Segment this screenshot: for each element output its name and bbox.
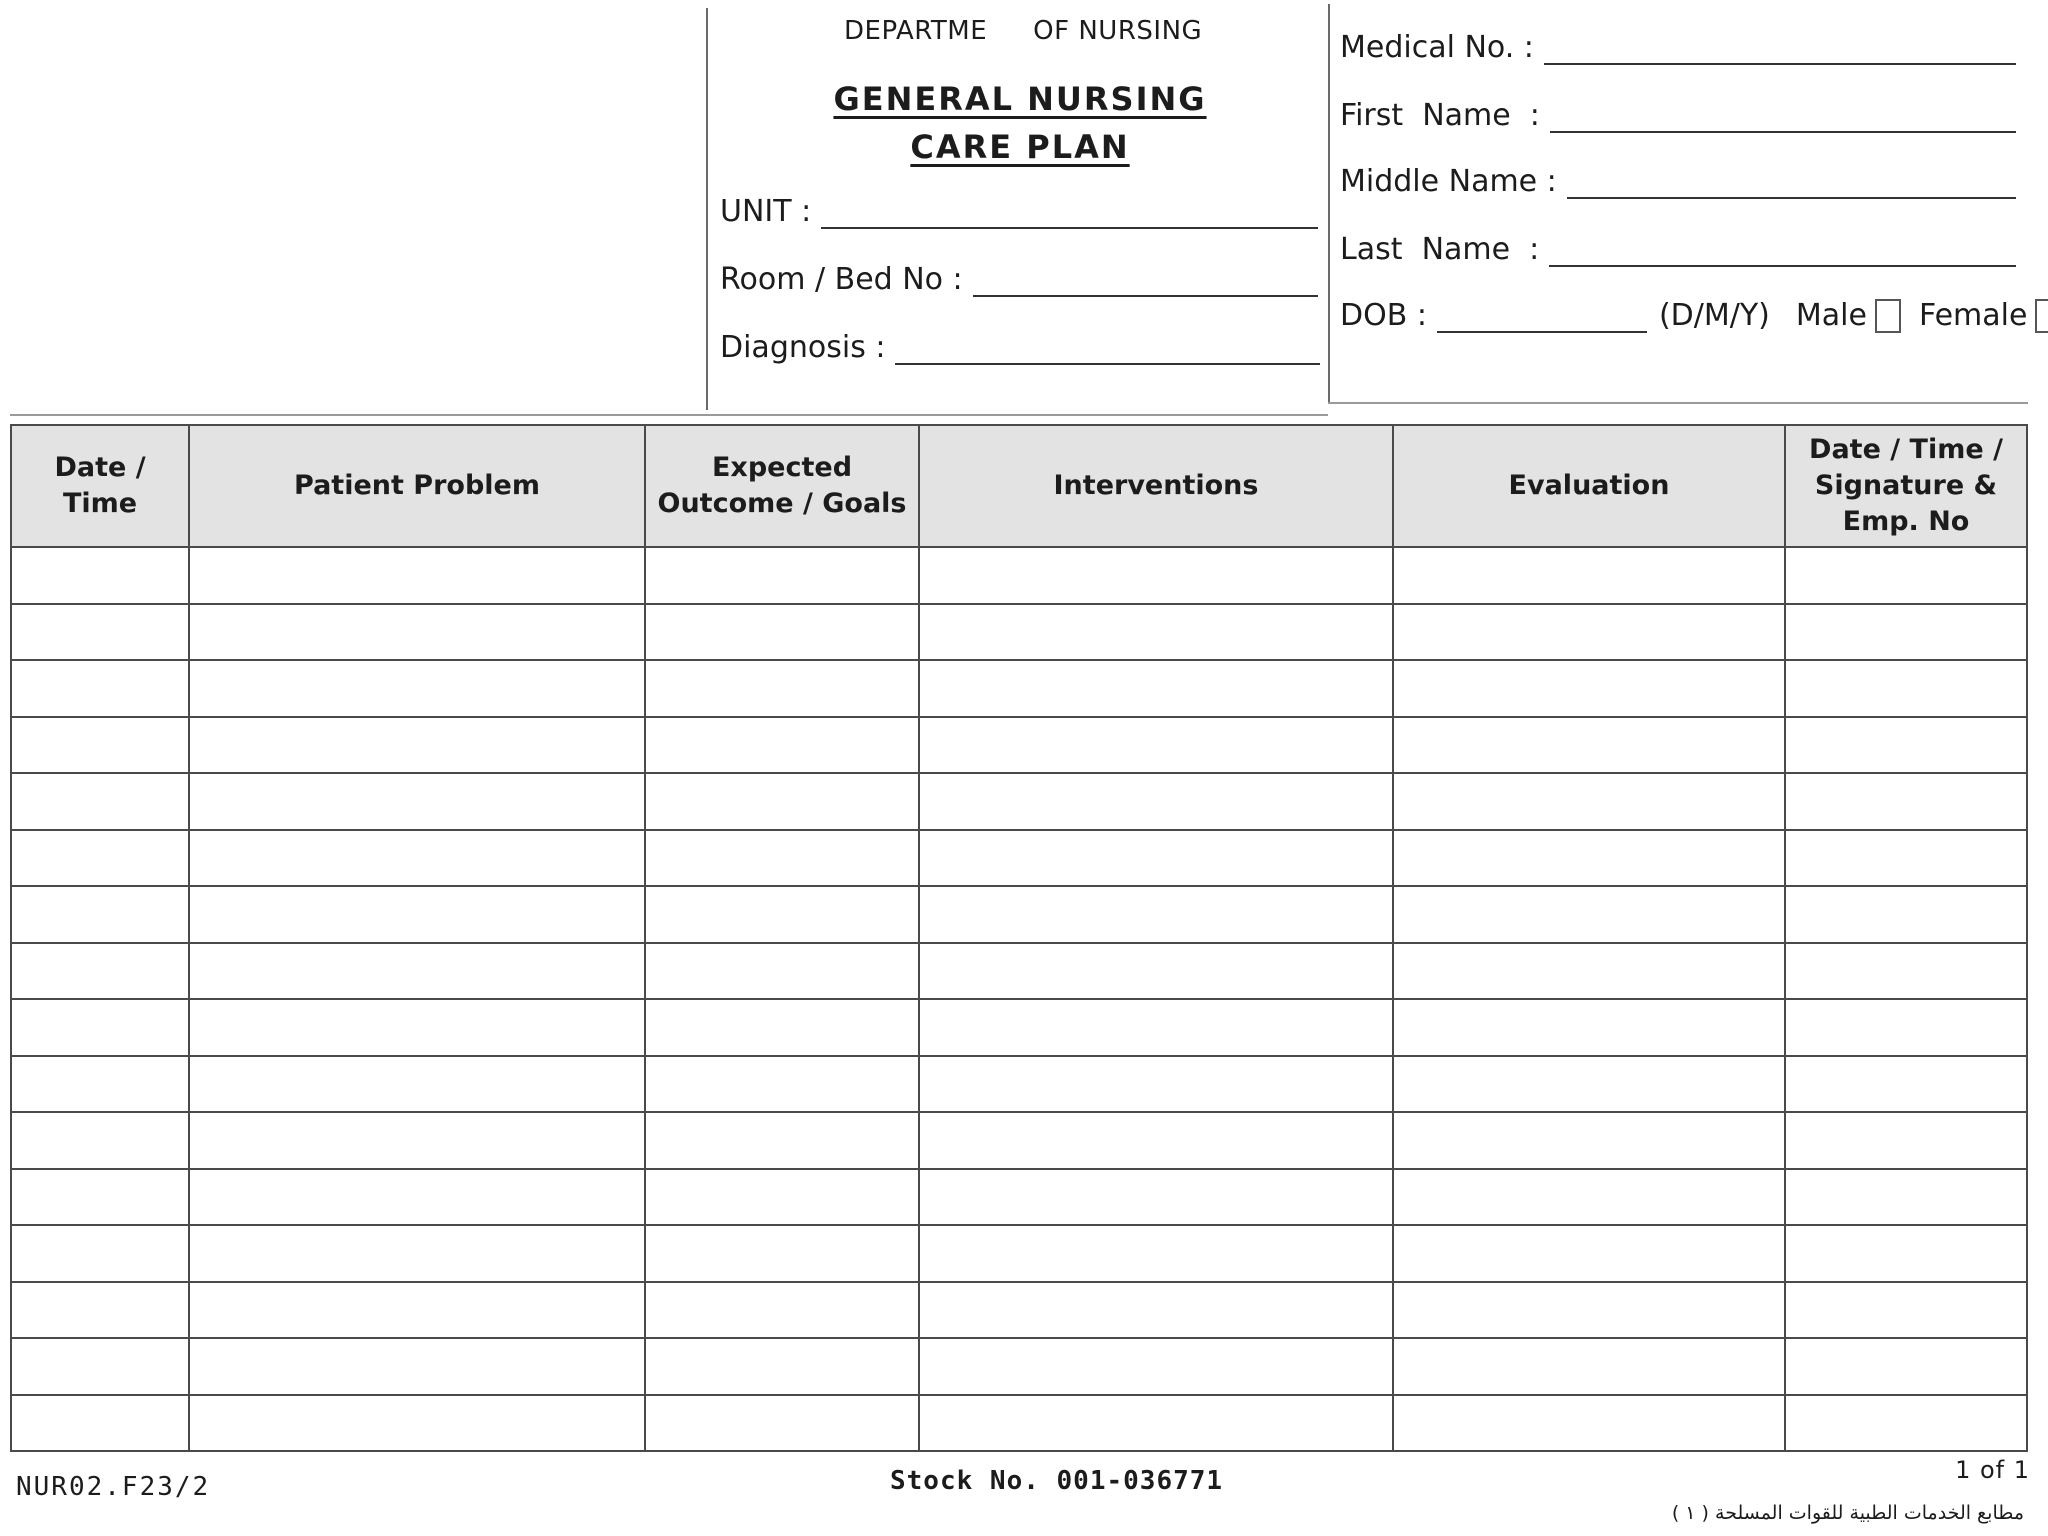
- diagnosis-label: Diagnosis :: [720, 330, 886, 365]
- table-cell[interactable]: [11, 604, 189, 661]
- table-cell[interactable]: [645, 773, 919, 830]
- table-cell[interactable]: [189, 830, 645, 887]
- table-row: [11, 1395, 2027, 1452]
- table-cell[interactable]: [11, 830, 189, 887]
- dob-label: DOB :: [1340, 298, 1427, 333]
- table-cell[interactable]: [1785, 1395, 2027, 1452]
- table-cell[interactable]: [189, 1056, 645, 1113]
- dob-input-line[interactable]: [1437, 305, 1647, 333]
- table-cell[interactable]: [1785, 1169, 2027, 1226]
- table-cell[interactable]: [189, 717, 645, 774]
- table-cell[interactable]: [1393, 1056, 1785, 1113]
- table-cell[interactable]: [1393, 773, 1785, 830]
- medical-no-field[interactable]: [1340, 30, 2016, 65]
- table-cell[interactable]: [1785, 1056, 2027, 1113]
- table-cell[interactable]: [645, 547, 919, 604]
- table-cell[interactable]: [1785, 999, 2027, 1056]
- table-cell[interactable]: [919, 1282, 1393, 1339]
- table-cell[interactable]: [11, 999, 189, 1056]
- column-header-signature: Date / Time / Signature & Emp. No: [1785, 425, 2027, 547]
- table-cell[interactable]: [919, 1056, 1393, 1113]
- stock-number: Stock No. 001-036771: [890, 1466, 1224, 1496]
- table-cell[interactable]: [919, 773, 1393, 830]
- column-header-patient-problem: Patient Problem: [189, 425, 645, 547]
- table-cell[interactable]: [1393, 604, 1785, 661]
- table-cell[interactable]: [1393, 547, 1785, 604]
- table-row: [11, 1056, 2027, 1113]
- table-row: [11, 773, 2027, 830]
- male-checkbox[interactable]: [1875, 299, 1901, 333]
- header-bottom-rule-left: [10, 414, 1328, 416]
- header-divider-right: [1328, 4, 1330, 404]
- dob-gender-row: [1340, 298, 2048, 333]
- table-cell[interactable]: [645, 1169, 919, 1226]
- department-name-left: DEPARTME: [844, 16, 988, 46]
- table-row: [11, 1282, 2027, 1339]
- table-cell[interactable]: [645, 830, 919, 887]
- table-cell[interactable]: [1393, 886, 1785, 943]
- table-cell[interactable]: [919, 1338, 1393, 1395]
- table-cell[interactable]: [1393, 1338, 1785, 1395]
- table-cell[interactable]: [919, 943, 1393, 1000]
- department-name: [844, 16, 1202, 46]
- table-cell[interactable]: [1393, 1282, 1785, 1339]
- header-bottom-rule-right: [1328, 402, 2028, 404]
- table-cell[interactable]: [11, 1395, 189, 1452]
- table-cell[interactable]: [189, 1169, 645, 1226]
- table-row: [11, 604, 2027, 661]
- table-cell[interactable]: [11, 1112, 189, 1169]
- table-cell[interactable]: [919, 547, 1393, 604]
- table-cell[interactable]: [1785, 830, 2027, 887]
- table-cell[interactable]: [645, 1282, 919, 1339]
- room-bed-field[interactable]: [720, 262, 1318, 297]
- table-cell[interactable]: [11, 1282, 189, 1339]
- table-row: [11, 999, 2027, 1056]
- medical-no-input-line[interactable]: [1544, 37, 2016, 65]
- room-bed-label: Room / Bed No :: [720, 262, 963, 297]
- table-cell[interactable]: [11, 717, 189, 774]
- form-title-line-1: GENERAL NURSING: [833, 80, 1207, 118]
- table-cell[interactable]: [189, 547, 645, 604]
- table-cell[interactable]: [645, 1225, 919, 1282]
- table-cell[interactable]: [645, 660, 919, 717]
- table-cell[interactable]: [189, 1338, 645, 1395]
- last-name-field[interactable]: [1340, 232, 2016, 267]
- table-cell[interactable]: [645, 1338, 919, 1395]
- dob-format-hint: (D/M/Y): [1658, 298, 1770, 333]
- last-name-input-line[interactable]: [1549, 239, 2016, 267]
- middle-name-input-line[interactable]: [1567, 171, 2016, 199]
- table-cell[interactable]: [189, 660, 645, 717]
- table-cell[interactable]: [11, 773, 189, 830]
- column-header-evaluation: Evaluation: [1393, 425, 1785, 547]
- form-title-line-2: CARE PLAN: [910, 128, 1130, 166]
- table-cell[interactable]: [1785, 1112, 2027, 1169]
- table-cell[interactable]: [189, 1112, 645, 1169]
- table-cell[interactable]: [919, 660, 1393, 717]
- first-name-input-line[interactable]: [1550, 105, 2016, 133]
- table-cell[interactable]: [1785, 660, 2027, 717]
- page-indicator: 1 of 1: [1955, 1456, 2030, 1484]
- table-cell[interactable]: [189, 999, 645, 1056]
- table-cell[interactable]: [1393, 830, 1785, 887]
- table-cell[interactable]: [1393, 1112, 1785, 1169]
- column-header-expected-outcome: Expected Outcome / Goals: [645, 425, 919, 547]
- table-cell[interactable]: [1393, 1225, 1785, 1282]
- table-cell[interactable]: [1785, 943, 2027, 1000]
- column-header-date-time: Date / Time: [11, 425, 189, 547]
- table-cell[interactable]: [1785, 1225, 2027, 1282]
- table-cell[interactable]: [645, 1112, 919, 1169]
- table-row: [11, 717, 2027, 774]
- table-cell[interactable]: [1393, 943, 1785, 1000]
- table-cell[interactable]: [645, 717, 919, 774]
- form-code: NUR02.F23/2: [16, 1472, 211, 1502]
- table-cell[interactable]: [919, 999, 1393, 1056]
- male-label: Male: [1795, 298, 1867, 333]
- table-cell[interactable]: [919, 1169, 1393, 1226]
- table-row: [11, 1169, 2027, 1226]
- table-cell[interactable]: [11, 1338, 189, 1395]
- table-cell[interactable]: [919, 830, 1393, 887]
- table-cell[interactable]: [11, 943, 189, 1000]
- table-cell[interactable]: [1785, 886, 2027, 943]
- table-row: [11, 1112, 2027, 1169]
- table-cell[interactable]: [11, 660, 189, 717]
- table-cell[interactable]: [1393, 999, 1785, 1056]
- unit-label: UNIT :: [720, 194, 812, 229]
- department-name-right: OF NURSING: [1033, 16, 1203, 46]
- table-cell[interactable]: [919, 886, 1393, 943]
- table-row: [11, 1338, 2027, 1395]
- column-header-interventions: Interventions: [919, 425, 1393, 547]
- table-header-row: [11, 425, 2027, 547]
- table-cell[interactable]: [645, 943, 919, 1000]
- table-cell[interactable]: [645, 604, 919, 661]
- table-cell[interactable]: [1785, 717, 2027, 774]
- female-checkbox[interactable]: [2035, 299, 2048, 333]
- table-cell[interactable]: [11, 1056, 189, 1113]
- table-row: [11, 886, 2027, 943]
- diagnosis-input-line[interactable]: [895, 337, 1320, 365]
- table-cell[interactable]: [1785, 1282, 2027, 1339]
- table-cell[interactable]: [919, 604, 1393, 661]
- table-row: [11, 547, 2027, 604]
- unit-field[interactable]: [720, 194, 1318, 229]
- table-cell[interactable]: [11, 1169, 189, 1226]
- diagnosis-field[interactable]: [720, 330, 1320, 365]
- first-name-field[interactable]: [1340, 98, 2016, 133]
- table-row: [11, 830, 2027, 887]
- unit-input-line[interactable]: [821, 201, 1318, 229]
- table-cell[interactable]: [11, 886, 189, 943]
- table-cell[interactable]: [645, 1056, 919, 1113]
- table-row: [11, 1225, 2027, 1282]
- table-row: [11, 660, 2027, 717]
- first-name-label: First Name :: [1340, 98, 1540, 133]
- table-cell[interactable]: [919, 1395, 1393, 1452]
- table-cell[interactable]: [11, 1225, 189, 1282]
- table-cell[interactable]: [189, 943, 645, 1000]
- table-cell[interactable]: [1393, 717, 1785, 774]
- care-plan-table: [10, 424, 2028, 1452]
- table-cell[interactable]: [1393, 1395, 1785, 1452]
- middle-name-field[interactable]: [1340, 164, 2016, 199]
- table-cell[interactable]: [189, 1225, 645, 1282]
- medical-no-label: Medical No. :: [1340, 30, 1534, 65]
- female-label: Female: [1918, 298, 2028, 333]
- table-cell[interactable]: [189, 1282, 645, 1339]
- table-cell[interactable]: [189, 1395, 645, 1452]
- table-cell[interactable]: [919, 1225, 1393, 1282]
- last-name-label: Last Name :: [1340, 232, 1540, 267]
- table-cell[interactable]: [1393, 660, 1785, 717]
- middle-name-label: Middle Name :: [1340, 164, 1557, 199]
- table-cell[interactable]: [645, 1395, 919, 1452]
- table-cell[interactable]: [919, 717, 1393, 774]
- table-cell[interactable]: [1785, 604, 2027, 661]
- table-cell[interactable]: [919, 1112, 1393, 1169]
- table-row: [11, 943, 2027, 1000]
- table-cell[interactable]: [645, 886, 919, 943]
- header-divider-left: [706, 8, 708, 410]
- table-cell[interactable]: [1785, 1338, 2027, 1395]
- table-cell[interactable]: [189, 886, 645, 943]
- printer-imprint: مطابع الخدمات الطبية للقوات المسلحة ( ١ ): [1671, 1502, 2024, 1524]
- table-cell[interactable]: [189, 773, 645, 830]
- room-bed-input-line[interactable]: [973, 269, 1318, 297]
- table-cell[interactable]: [189, 604, 645, 661]
- table-cell[interactable]: [1785, 773, 2027, 830]
- table-cell[interactable]: [11, 547, 189, 604]
- table-cell[interactable]: [645, 999, 919, 1056]
- table-cell[interactable]: [1393, 1169, 1785, 1226]
- table-cell[interactable]: [1785, 547, 2027, 604]
